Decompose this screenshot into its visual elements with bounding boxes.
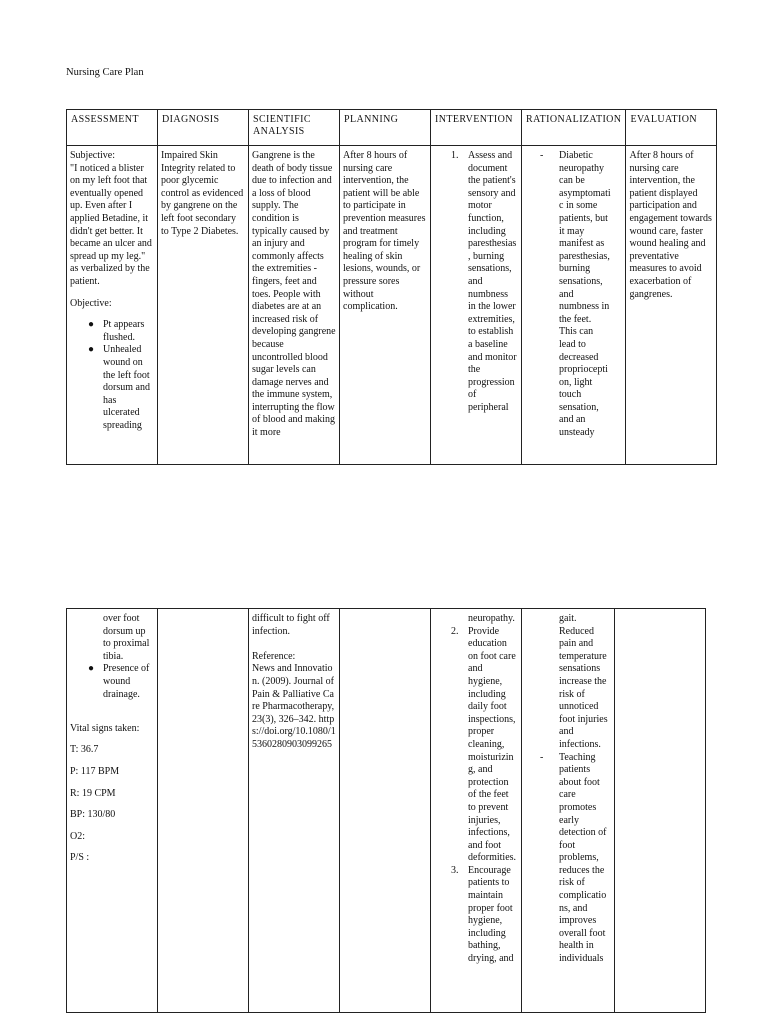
- table-row: [67, 609, 706, 1013]
- planning-cell-continued: [340, 609, 431, 1013]
- header-evaluation: EVALUATION: [626, 110, 717, 146]
- objective-list-continued: [70, 663, 154, 701]
- list-item: ● Pt appears flushed.: [88, 319, 145, 343]
- list-item: 3. Encourage patients to maintain proper foot hygiene, including bathing, drying, and: [451, 864, 514, 965]
- assessment-cell: [67, 146, 158, 465]
- table-row: [67, 146, 717, 465]
- intervention-list-continued: [434, 626, 518, 966]
- assessment-cell-continued: [67, 609, 158, 1013]
- rationalization-cell: [522, 146, 626, 465]
- rationalization-list-continued: [525, 752, 611, 966]
- evaluation-cell-continued: [615, 609, 706, 1013]
- subjective-label: Subjective:: [70, 150, 115, 161]
- vital-signs: [70, 723, 154, 865]
- list-item: - Teaching patients about foot care promotes early detection of foot problems, reduces the risk of complications, and improves overall foot health in individuals: [540, 751, 607, 965]
- evaluation-text: After 8 hours of nursing care intervention, the patient displayed participation and engagement towards wound care, faster wound healing and preventative measures to avoid exacerbation of gangrenes.: [629, 150, 712, 300]
- document-title: Nursing Care Plan: [66, 67, 144, 78]
- bullet-icon: ●: [88, 344, 95, 356]
- intervention-cell: [431, 146, 522, 465]
- diagnosis-cell-continued: [158, 609, 249, 1013]
- header-assessment: ASSESSMENT: [67, 110, 158, 146]
- reference-label: Reference:: [252, 650, 296, 662]
- header-scientific-analysis: SCIENTIFIC ANALYSIS: [249, 110, 340, 146]
- diagnosis-cell: [158, 146, 249, 465]
- scientific-analysis-cell-continued: [249, 609, 340, 1013]
- vital-blood-pressure: BP: 130/80: [70, 809, 116, 821]
- analysis-text: Gangrene is the death of body tissue due to infection and a loss of blood supply. The condition is typically caused by an injury and commonly affects the extremities - fingers, feet and toes. People with diabetes are at an increased risk of developing gangrene because uncontrolled blood sugar levels can damage nerves and the immune system, interrupting the flow of blood and making it more: [252, 150, 336, 439]
- objective-list: [70, 319, 154, 432]
- header-diagnosis: DIAGNOSIS: [158, 110, 249, 146]
- header-planning: PLANNING: [340, 110, 431, 146]
- subjective-text: "I noticed a blister on my left foot that eventually opened up. Even after I applied Betadine, it didn't get better. It became an ulcer and spread up my leg." as verbalized by the patient.: [70, 162, 152, 287]
- header-intervention: INTERVENTION: [431, 110, 522, 146]
- planning-text: After 8 hours of nursing care intervention, the patient will be able to participate in prevention measures and treatment program for timely healing of skin lesions, wounds, or pressure sores without complication.: [343, 150, 426, 313]
- list-item: neuropathy.: [468, 613, 515, 624]
- bullet-icon: ●: [88, 319, 95, 331]
- list-item: over foot dorsum up to proximal tibia.: [103, 613, 150, 662]
- header-row: [67, 110, 717, 146]
- vitals-label: Vital signs taken:: [70, 722, 140, 734]
- intervention-list: [434, 150, 518, 414]
- list-item: ● Unhealed wound on the left foot dorsum and has ulcerated spreading: [88, 344, 150, 431]
- rationalization-cell-continued: [522, 609, 615, 1013]
- vital-respiration: R: 19 CPM: [70, 787, 116, 799]
- list-item: 2. Provide education on foot care and hygiene, including daily foot inspections, proper cleaning, moisturizing, and protection of the feet to prevent injuries, infections, and foot deformities.: [451, 625, 517, 864]
- analysis-text-continued: difficult to fight off infection.: [252, 613, 330, 637]
- scientific-analysis-cell: [249, 146, 340, 465]
- reference-text: News and Innovation. (2009). Journal of Pain & Palliative Care Pharmacotherapy, 23(3), 326–342. https://doi.org/10.1080/15360280903099265: [252, 663, 336, 750]
- vital-pain-scale: P/S :: [70, 852, 90, 864]
- planning-cell: [340, 146, 431, 465]
- list-item: - Diabetic neuropathy can be asymptomatic in some patients, but it may manifest as paresthesias, burning sensations, and numbness in the feet. This can lead to decreased proprioception, light touch sensation, and an unsteady: [540, 150, 611, 439]
- vital-oxygen: O2:: [70, 830, 85, 842]
- list-item: 1. Assess and document the patient's sensory and motor function, including paresthesias, burning sensations, and numbness in the lower extremities, to establish a baseline and monitor the progression of peripheral: [451, 150, 517, 413]
- objective-label: Objective:: [70, 297, 112, 309]
- rationalization-list: [525, 150, 622, 440]
- header-rationalization: RATIONALIZATION: [522, 110, 626, 146]
- list-item: ● Presence of wound drainage.: [88, 663, 150, 700]
- intervention-cell-continued: [431, 609, 522, 1013]
- list-item: gait. Reduced pain and temperature sensations increase the risk of unnoticed foot injuries and infections.: [559, 613, 608, 750]
- evaluation-cell: [626, 146, 717, 465]
- care-plan-table-page-2: [66, 608, 706, 1013]
- vital-temperature: T: 36.7: [70, 744, 99, 756]
- diagnosis-text: Impaired Skin Integrity related to poor glycemic control as evidenced by gangrene on the left foot secondary to Type 2 Diabetes.: [161, 150, 244, 237]
- vital-pulse: P: 117 BPM: [70, 765, 120, 777]
- bullet-icon: ●: [88, 663, 95, 675]
- care-plan-table-page-1: [66, 109, 717, 465]
